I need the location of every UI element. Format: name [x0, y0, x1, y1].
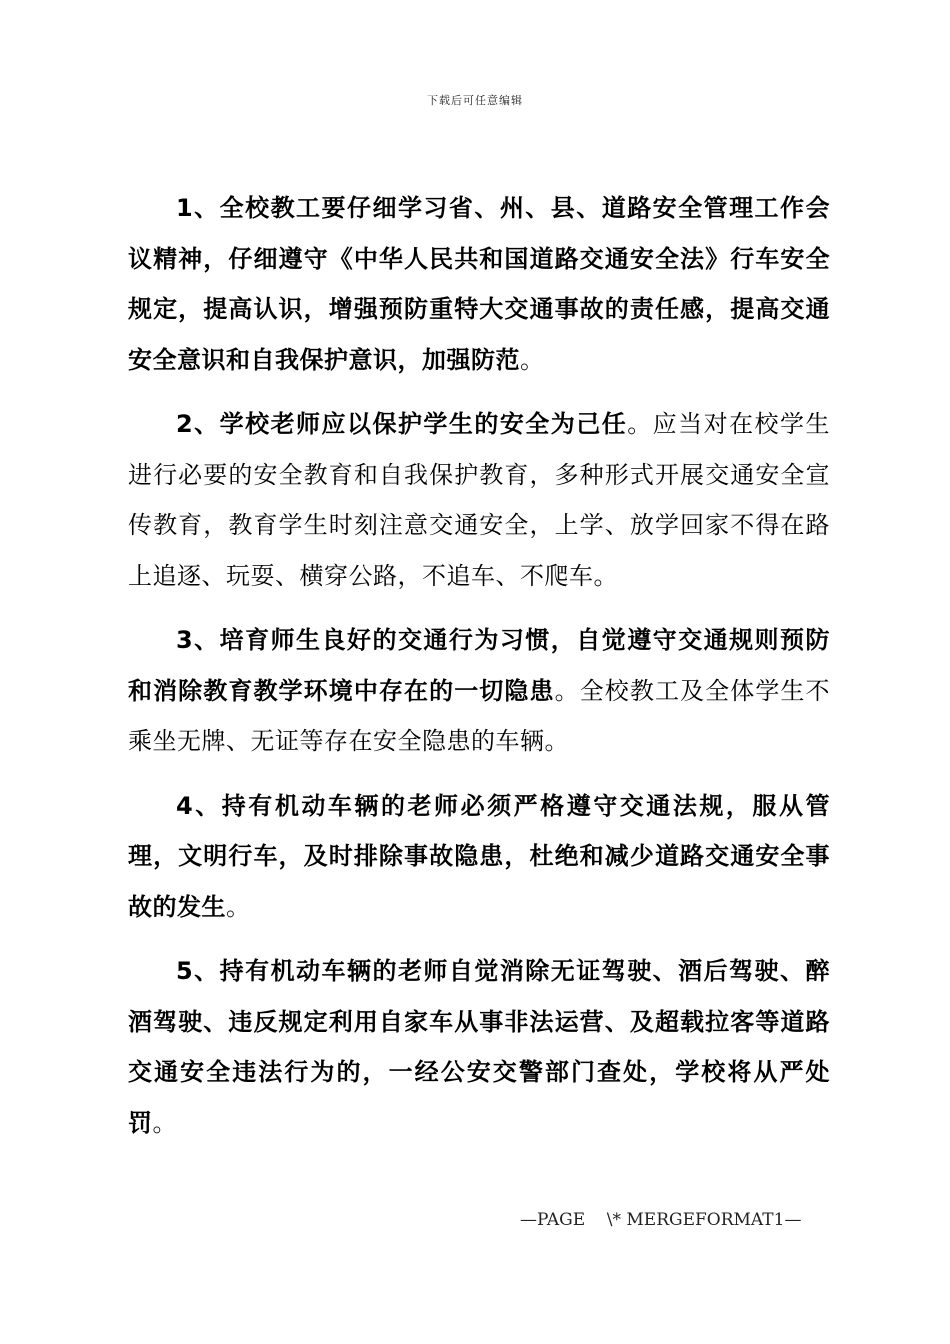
paragraph-3	[128, 615, 830, 767]
paragraph-2	[128, 399, 830, 601]
paragraph-3-bold: 3、培育师生良好的交通行为习惯，自觉遵守交通规则预防和消除教育教学环境中存在的一切隐患	[128, 626, 830, 705]
paragraph-4-bold: 4、持有机动车辆的老师必须严格遵守交通法规，服从管理，文明行车，及时排除事故隐患，杜绝和减少道路交通安全事故的发生	[128, 791, 830, 921]
paragraph-1-normal: 。	[520, 345, 545, 374]
paragraph-4	[128, 781, 830, 933]
paragraph-4-normal: 。	[226, 892, 251, 921]
paragraph-5-normal: 。	[152, 1108, 177, 1137]
paragraph-1-bold: 1、全校教工要仔细学习省、州、县、道路安全管理工作会议精神，仔细遵守《中华人民共和国道路交通安全法》行车安全规定，提高认识，增强预防重特大交通事故的责任感，提高交通安全意识和自我保护意识，加强防范	[128, 194, 830, 374]
page-footer: —PAGE \* MERGEFORMAT1—	[520, 1210, 802, 1230]
paragraph-5-bold: 5、持有机动车辆的老师自觉消除无证驾驶、酒后驾驶、醉酒驾驶、违反规定利用自家车从事非法运营、及超载拉客等道路交通安全违法行为的，一经公安交警部门查处，学校将从严处罚	[128, 957, 830, 1137]
paragraph-3-normal: 。全校教工及全体学生不乘坐无牌、无证等存在安全隐患的车辆。	[128, 676, 831, 755]
paragraph-2-bold: 2、学校老师应以保护学生的安全为己任	[176, 410, 628, 438]
paragraph-1	[128, 183, 830, 385]
header-note: 下载后可任意编辑	[427, 94, 523, 107]
paragraph-2-normal: 。应当对在校学生进行必要的安全教育和自我保护教育，多种形式开展交通安全宣传教育，教育学生时刻注意交通安全，上学、放学回家不得在路上追逐、玩耍、横穿公路，不追车、不爬车。	[128, 410, 831, 590]
document-body	[128, 183, 830, 1162]
paragraph-5	[128, 946, 830, 1148]
